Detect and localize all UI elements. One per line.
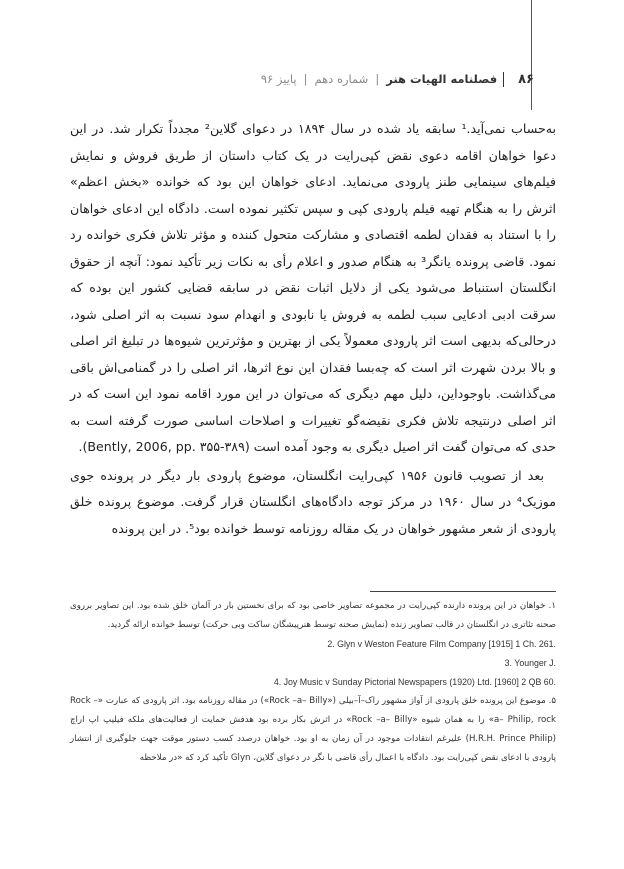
journal-title: فصلنامه الهیات هنر xyxy=(386,72,498,86)
footnote-4: 4. Joy Music v Sunday Pictorial Newspapers (1920) Ltd. [1960] 2 QB 60. xyxy=(273,677,556,687)
issue-number: شماره دهم xyxy=(314,72,369,86)
footnotes xyxy=(70,597,556,768)
running-header xyxy=(80,68,534,90)
header-separator: | xyxy=(303,72,308,86)
footnote-5: ۵. موضوع این پرونده خلق پارودی از آواز مشهور راک‌–آ–بیلی («Rock –a– Billy») در مقاله روزنامه بود. اثر پارودی که عبارت «Rock –a– Philip, rock» را به همان شیوه «Rock –a– Billy» در اثرش بکار برده بود هدفش حمایت از فعالیت‌های ملکه فیلیپ اپ اراچ (H.R.H. Prince Philip) علیرغم انتقادات موجود در آن زمان به او بود. خواهان درصدد کسب دستور موقت جهت جلوگیری از انتشار پارودی با ادعای نقض کپی‌رایت بود. دادگاه با اعمال رأی قاضی با نگر در دعوای گلاین، Glyn تأکید کرد که «در ملاحظه xyxy=(70,696,557,763)
body-paragraph: بعد از تصویب قانون ۱۹۵۶ کپی‌رایت انگلستان، موضوع پارودی بار دیگر در پرونده جوی موزیک⁴ در سال ۱۹۶۰ در مرکز توجه دادگاه‌های انگلستان قرار گرفت. موضوع پرونده خلق پارودی از شعر مشهور خواهان در یک مقاله روزنامه توسط خوانده بود⁵. در این پرونده xyxy=(70,467,556,536)
footnote-1: ۱. خواهان در این پرونده دارنده کپی‌رایت در مجموعه تصاویر خاصی بود که برای نخستین بار در آلمان خلق شده بود. این تصاویر برروی صحنه تئاتری در انگلستان در قالب تصاویر زنده (نمایش صحنه توسط هنرپیشگان ساکت وبی حرکت) توسط خوانده ارائه گردید. xyxy=(70,601,556,630)
header-separator: | xyxy=(375,72,380,86)
main-text xyxy=(70,116,556,542)
footnote-2: 2. Glyn v Weston Feature Film Company [1915] 1 Ch. 261. xyxy=(327,639,556,649)
footnote-divider xyxy=(370,591,556,592)
body-paragraph: به‌حساب نمی‌آید.¹ سابقه یاد شده در سال ۱۸۹۴ در دعوای گلاین² مجدداً تکرار شد. در این دعوا خواهان اقامه دعوی نقض کپی‌رایت در یک کتاب داستان از طریق فروش و نمایش فیلم‌های سینمایی طنز پارودی می‌نماید. ادعای خواهان این بود که خوانده «بخش اعظم» اثرش را به هنگام تهیه فیلم پارودی کپی و سپس تکثیر نموده است. دادگاه این ادعای خواهان را با استناد به فقدان لطمه اقتصادی و مشارکت متحول کننده و مؤثر تلاش فکری خوانده رد نمود. قاضی پرونده یانگر³ به هنگام صدور و اعلام رأی به نکات زیر تأکید نمود: آنچه از حقوق انگلستان استنباط می‌شود یکی از دلایل اثبات نقض در سابقه قضایی کشور این بوده که سرقت ادبی ادعایی سبب لطمه به فروش یا نابودی و انهدام سود نسبت به اثر اصلی شود، درحالی‌که بدیهی است اثر پارودی معمولاً یکی از بهترین و مؤثرترین شیوه‌ها در تبلیغ اثر اصلی و بالا بردن شهرت اثر است که چه‌بسا فقدان این نوع اثرها، اثر اصلی را در گمنامی‌اش باقی می‌گذاشت. باوجوداین، دلیل مهم دیگری که می‌توان در این مورد اقامه نمود این است که در اثر اصلی درنتیجه تلاش فکری نقیضه‌گو تغییرات و اصلاحات اساسی صورت گرفته است به حدی که می‌توان گفت اثر اصیل دیگری به وجود آمده است (Bently, 2006, pp. ۳۵۵-۳۸۹). xyxy=(70,121,556,454)
footnote-3: 3. Younger J. xyxy=(504,658,556,668)
page-number: ۸۶ xyxy=(518,71,534,87)
header-vertical-rule xyxy=(531,0,532,110)
issue-season: پاییز ۹۶ xyxy=(260,72,297,86)
header-bar-divider xyxy=(503,72,504,87)
